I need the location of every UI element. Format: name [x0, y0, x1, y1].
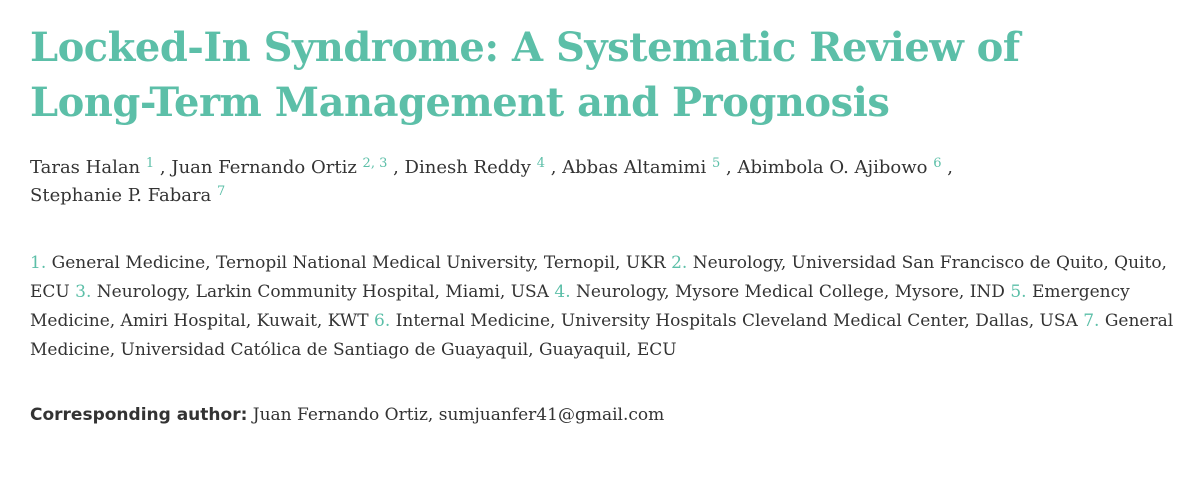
affiliation-list — [30, 249, 1180, 365]
author-separator: , — [550, 157, 563, 178]
affiliation-text: Internal Medicine, University Hospitals Cleveland Medical Center, Dallas, USA — [395, 311, 1078, 331]
author-affiliation-ref[interactable]: 1 — [145, 156, 155, 171]
author-name: Stephanie P. Fabara — [30, 185, 212, 206]
title-line-2: Long-Term Management and Prognosis — [30, 79, 890, 126]
affiliation-number: 6. — [374, 311, 391, 331]
author-separator: , — [947, 157, 953, 178]
affiliation-number: 3. — [75, 282, 92, 302]
author-affiliation-ref[interactable]: 4 — [536, 156, 545, 171]
affiliation-number: 5. — [1010, 282, 1027, 302]
affiliation-number: 2. — [671, 253, 688, 273]
author-name: Abbas Altamimi — [562, 157, 707, 178]
author-separator: , — [393, 157, 405, 178]
author-name: Juan Fernando Ortiz — [171, 157, 357, 178]
author-name: Dinesh Reddy — [404, 157, 531, 178]
author-affiliation-ref[interactable]: 7 — [217, 184, 226, 199]
affiliation-number: 4. — [554, 282, 571, 302]
corresponding-author-value[interactable]: Juan Fernando Ortiz, sumjuanfer41@gmail.com — [252, 405, 665, 425]
affiliation-text: Neurology, Larkin Community Hospital, Miami, USA — [96, 282, 549, 302]
author-name: Abimbola O. Ajibowo — [737, 157, 928, 178]
affiliation-text: Neurology, Mysore Medical College, Mysore, IND — [576, 282, 1005, 302]
author-name: Taras Halan — [30, 157, 141, 178]
paper-header — [30, 20, 1180, 429]
author-affiliation-ref[interactable]: 2, 3 — [362, 156, 388, 171]
author-separator: , — [726, 157, 738, 178]
affiliation-number: 1. — [30, 253, 47, 273]
paper-title — [30, 20, 1180, 130]
affiliation-number: 7. — [1083, 311, 1100, 331]
affiliation-text: General Medicine, Ternopil National Medical University, Ternopil, UKR — [51, 253, 666, 273]
title-line-1: Locked-In Syndrome: A Systematic Review of — [30, 24, 1020, 71]
affiliation-text: Emergency Medicine, Amiri Hospital, Kuwait, KWT — [30, 282, 1130, 331]
author-affiliation-ref[interactable]: 5 — [712, 156, 721, 171]
corresponding-author — [30, 401, 1180, 429]
corresponding-author-label: Corresponding author: — [30, 405, 248, 425]
affiliation-text: Neurology, Universidad San Francisco de Quito, Quito, ECU — [30, 253, 1167, 302]
affiliation-text: General Medicine, Universidad Católica de Santiago de Guayaquil, Guayaquil, ECU — [30, 311, 1174, 360]
author-list — [30, 154, 1180, 210]
author-separator: , — [159, 157, 172, 178]
author-affiliation-ref[interactable]: 6 — [933, 156, 942, 171]
